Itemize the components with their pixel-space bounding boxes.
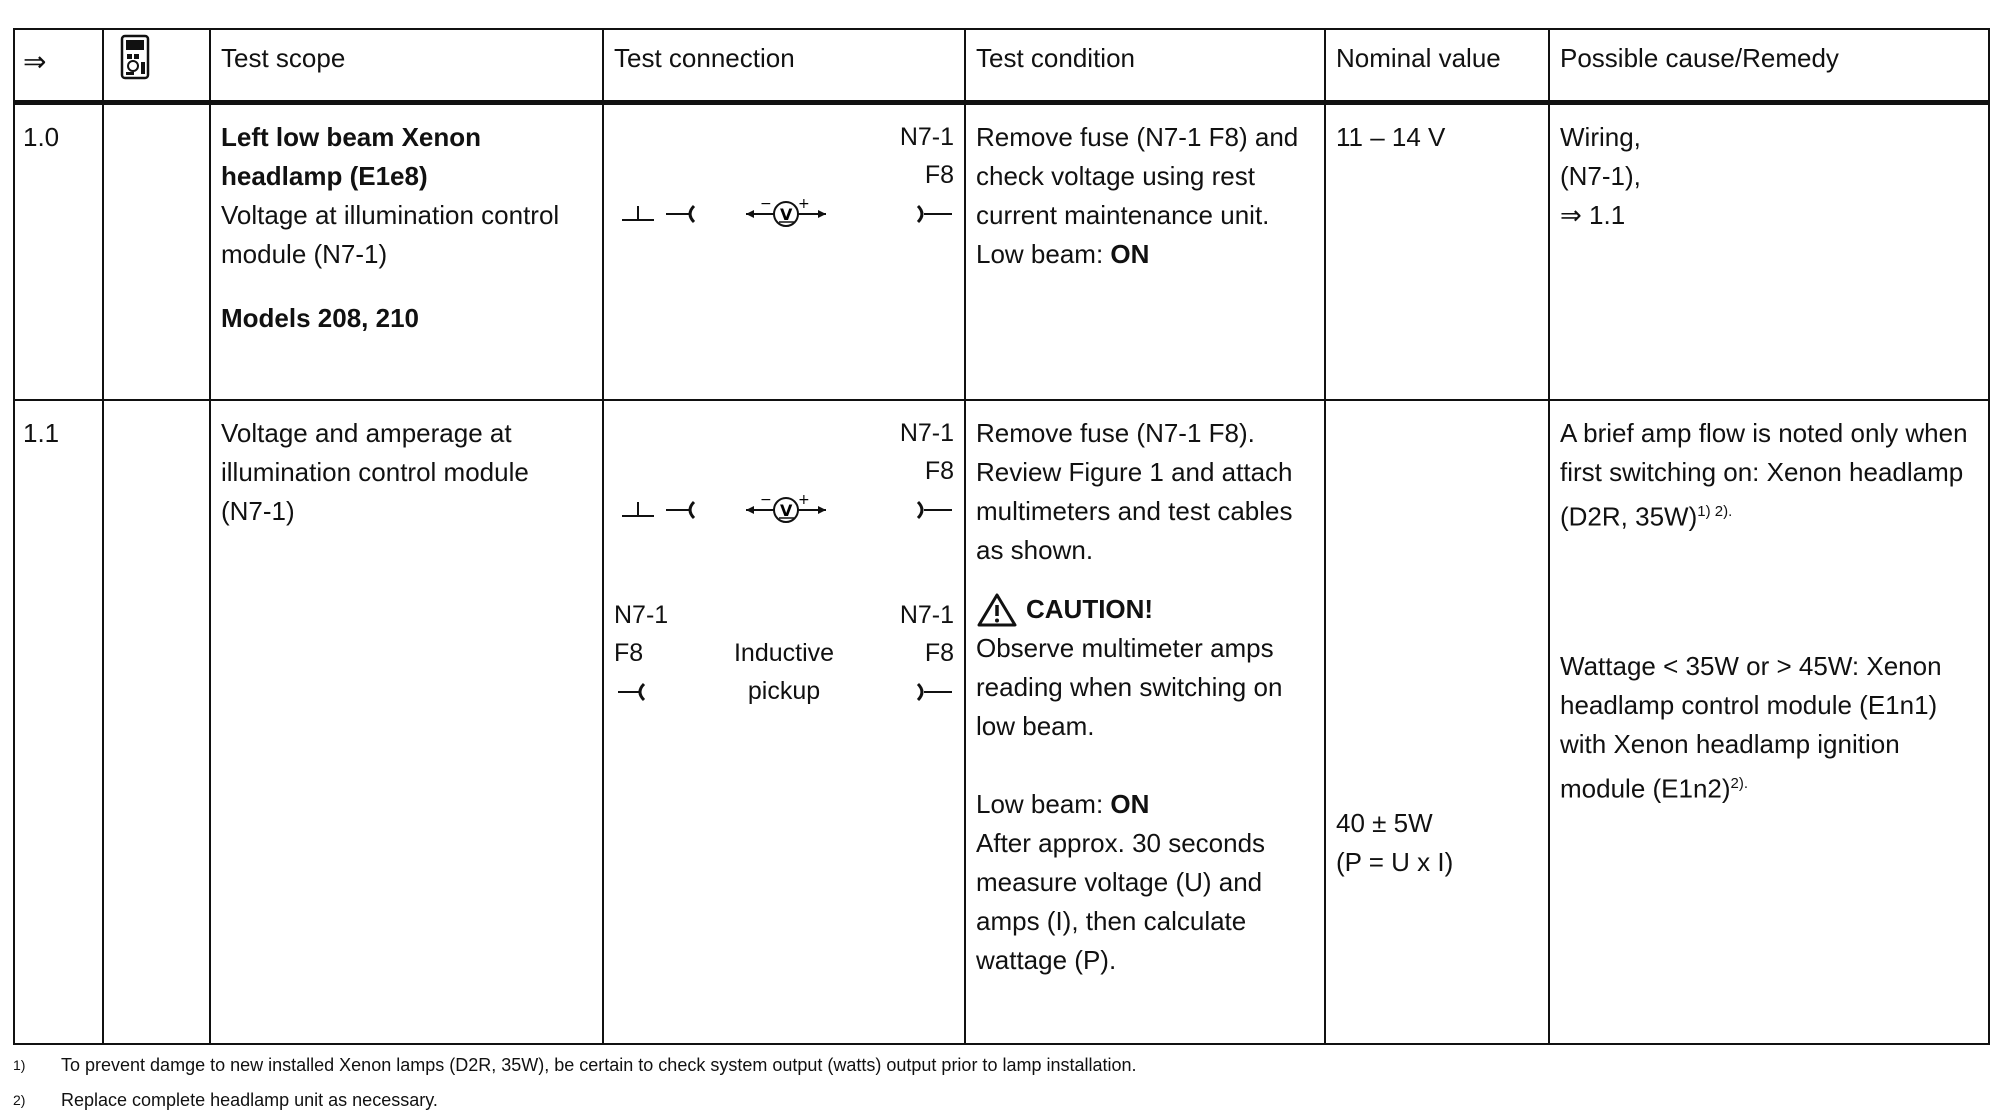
conn-label: F8 [924,457,954,485]
row-scope [221,118,596,338]
cause-line: ⇒ 1.1 [1560,200,1626,230]
row-cause [1560,118,1641,235]
cause-line: Wiring, [1560,122,1641,152]
svg-text:−: − [760,196,772,212]
header-test-condition: Test condition [976,43,1135,73]
inductive-pickup-label: Inductive pickup [733,639,835,705]
row-cause [1560,414,1985,808]
col-divider [102,30,104,1043]
conn-right-labels [900,596,954,672]
caution-heading: CAUTION! [976,590,1321,629]
conn-label: F8 [614,639,644,667]
caution-text: Observe multimeter amps reading when switching on low beam. [976,633,1283,741]
col-divider [1548,30,1550,1043]
conn-label: F8 [924,161,954,189]
conn-label: F8 [924,639,954,667]
conn-label: N7-1 [614,601,669,629]
header-test-connection: Test connection [614,43,795,73]
cause-line: (N7-1), [1560,161,1641,191]
nominal-line: (P = U x I) [1336,847,1454,877]
conn-label: N7-1 [899,123,954,151]
scope-models: Models 208, 210 [221,303,419,333]
col-divider [602,30,604,1043]
cause-text: A brief amp flow is noted only when first switching on: Xenon headlamp (D2R, 35W)$^{1) 2).}$ [1560,418,1968,532]
condition-text: Remove fuse (N7-1 F8) and check voltage using rest current maintenance unit. [976,122,1299,230]
test-table [13,28,1990,1045]
row-condition [976,118,1316,274]
warning-triangle-icon [976,592,1018,628]
svg-text:−: − [760,492,772,508]
connection-diagram [614,118,954,278]
row-condition [976,414,1321,980]
row-step: 1.0 [23,122,60,152]
scope-text: Voltage and amperage at illumination control module (N7-1) [221,418,529,526]
condition-text: Remove fuse (N7-1 F8). Review Figure 1 and attach multimeters and test cables as shown. [976,418,1293,565]
col-divider [1324,30,1326,1043]
nominal-line: 40 ± 5W [1336,808,1433,838]
svg-text:+: + [798,196,810,212]
row-step: 1.1 [23,418,60,448]
header-divider [15,100,1988,105]
svg-text:V: V [780,501,793,520]
voltmeter-connection-icon [614,492,954,526]
footnote: 2) Replace complete headlamp unit as necessary. [13,1090,438,1110]
header-test-scope: Test scope [221,43,346,73]
row-divider [15,399,1988,401]
footnote: 1) To prevent damge to new installed Xenon lamps (D2R, 35W), be certain to check system output (watts) output prior to lamp installation. [13,1055,1137,1075]
header-nominal-value: Nominal value [1336,43,1501,73]
multimeter-icon [119,34,153,91]
conn-label: N7-1 [899,601,954,629]
condition-text: After approx. 30 seconds measure voltage (U) and amps (I), then calculate wattage (P). [976,828,1266,975]
col-divider [209,30,211,1043]
conn-label: N7-1 [899,419,954,447]
inductive-pickup-connection-icon [614,674,954,708]
scope-text: Voltage at illumination control module (N7-1) [221,200,560,269]
scope-title: Left low beam Xenon headlamp (E1e8) [221,122,482,191]
svg-text:V: V [780,205,793,224]
voltmeter-connection-icon [614,196,954,230]
row-nominal [1336,804,1453,882]
header-possible-cause: Possible cause/Remedy [1560,43,1839,73]
row-nominal: 11 – 14 V [1336,122,1446,152]
svg-text:+: + [798,492,810,508]
col-divider [964,30,966,1043]
connection-diagram [614,414,954,744]
condition-state-line: Low beam: ON [976,239,1150,269]
cause-text: Wattage < 35W or > 45W: Xenon headlamp control module (E1n1) with Xenon headlamp ignition module $(E1n2)^{2).}$ [1560,650,1942,804]
condition-state-line: Low beam: ON [976,789,1150,819]
arrow-symbol: ⇒ [23,46,47,77]
